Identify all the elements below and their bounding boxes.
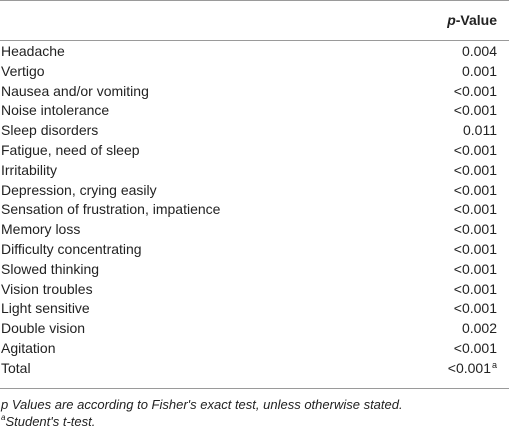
symptom-label: Difficulty concentrating: [1, 240, 142, 257]
total-label: Total: [1, 359, 31, 376]
table-row: [0, 280, 509, 300]
p-value-rest: -Value: [455, 12, 497, 28]
table-row: [0, 319, 509, 339]
table-row: [0, 299, 509, 319]
symptom-label: Nausea and/or vomiting: [1, 82, 149, 99]
symptom-label: Depression, crying easily: [1, 181, 157, 198]
p-value: <0.001: [453, 280, 497, 297]
p-value: <0.001: [453, 82, 497, 99]
p-value: <0.001: [453, 221, 497, 238]
p-value: <0.001: [453, 181, 497, 198]
symptom-label: Light sensitive: [1, 300, 90, 317]
p-value: <0.001: [453, 339, 497, 356]
table-row: [0, 240, 509, 260]
symptom-label: Sleep disorders: [1, 122, 99, 139]
footnote-fisher: p Values are according to Fisher's exact test, unless otherwise stated.: [1, 397, 403, 412]
p-value: <0.001: [453, 201, 497, 218]
table-row: [0, 181, 509, 201]
total-p-value: [448, 359, 497, 379]
column-header-p-value: [447, 12, 497, 28]
symptom-label: Vision troubles: [1, 280, 93, 297]
footnote-student: [1, 413, 506, 430]
p-value: 0.001: [461, 62, 497, 79]
total-value-text: <0.001: [447, 359, 491, 376]
p-value: 0.011: [463, 122, 497, 139]
table-row: [0, 260, 509, 280]
table-row-total: [0, 359, 509, 379]
p-value: <0.001: [453, 300, 497, 317]
p-value: 0.002: [461, 320, 497, 337]
table-row: [0, 101, 509, 121]
symptom-label: Slowed thinking: [1, 260, 100, 277]
footnote-superscript-a: a: [1, 413, 6, 422]
symptom-label: Headache: [1, 43, 65, 59]
table-row: [0, 339, 509, 359]
table-body: [0, 42, 509, 379]
top-rule: [0, 0, 509, 1]
p-value: <0.001: [453, 102, 497, 119]
symptom-label: Irritability: [1, 161, 58, 178]
p-value: <0.001: [453, 161, 497, 178]
symptom-label: Fatigue, need of sleep: [1, 141, 140, 158]
bottom-rule: [0, 388, 509, 389]
symptom-label: Vertigo: [1, 62, 45, 79]
symptom-label: Memory loss: [1, 221, 81, 238]
table-footnotes: [1, 396, 506, 430]
table-row: [0, 141, 509, 161]
table-row: [0, 220, 509, 240]
table-row: [0, 200, 509, 220]
p-value: 0.004: [461, 43, 497, 59]
symptom-label: Agitation: [1, 339, 56, 356]
table-row: [0, 42, 509, 62]
p-value: <0.001: [453, 240, 497, 257]
table-row: [0, 161, 509, 181]
p-italic: p: [447, 12, 456, 28]
symptom-label: Sensation of frustration, impatience: [1, 201, 221, 218]
table-row: [0, 62, 509, 82]
symptom-label: Noise intolerance: [1, 102, 110, 119]
table-row: [0, 121, 509, 141]
footnote-student-text: Student's t-test.: [5, 414, 96, 429]
table-row: [0, 82, 509, 102]
p-value: <0.001: [453, 260, 497, 277]
symptom-label: Double vision: [1, 320, 86, 337]
footnote-marker-a: a: [491, 359, 497, 370]
p-value: <0.001: [453, 141, 497, 158]
header-rule: [0, 40, 509, 41]
